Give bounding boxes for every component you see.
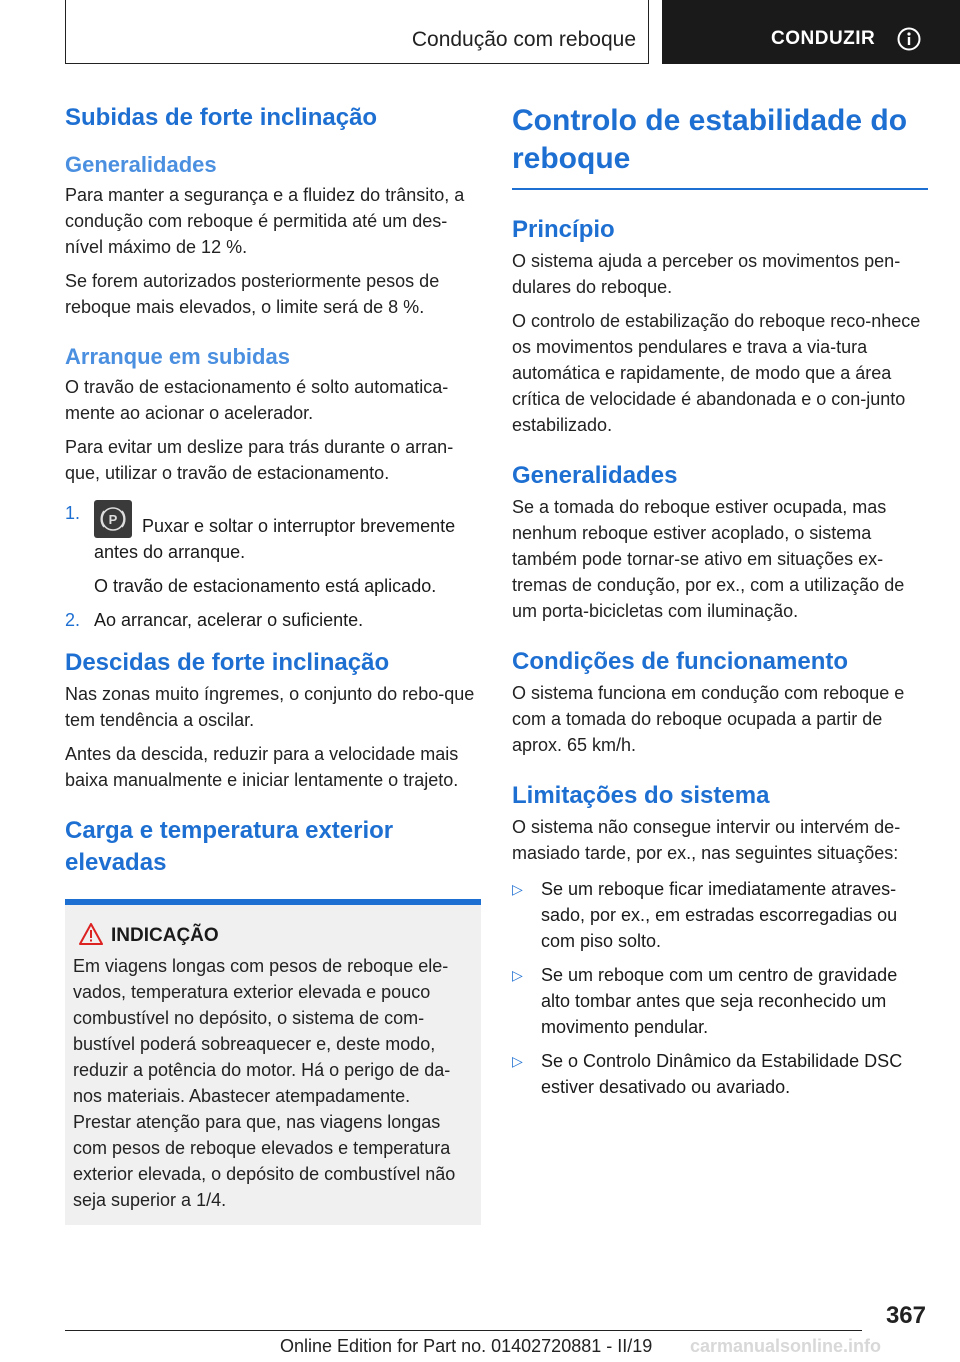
heading-arranque: Arranque em subidas <box>65 344 290 369</box>
svg-text:P: P <box>108 512 118 527</box>
list-item <box>512 962 928 1040</box>
header-chapter-tab[interactable] <box>662 0 960 64</box>
list-item <box>512 1048 928 1100</box>
paragraph-lim: O sistema não consegue intervir ou intervém de-masiado tarde, por ex., nas seguintes situações: <box>512 817 901 863</box>
notice-title <box>111 923 473 949</box>
heading-controlo: Controlo de estabilidade do reboque <box>512 104 908 175</box>
limitations-list <box>512 876 928 1100</box>
watermark: carmanualsonline.info <box>690 1336 882 1356</box>
triangle-bullet-icon: ▷ <box>512 881 523 897</box>
heading-condicoes: Condições de funcionamento <box>512 648 849 675</box>
triangle-bullet-icon: ▷ <box>512 1053 523 1069</box>
paragraph-gen-1: Para manter a segurança e a fluidez do trânsito, a condução com reboque é permitida até um des-nível máximo de 12 %. <box>65 185 465 257</box>
notice-text: Em viagens longas com pesos de reboque ele-vados, temperatura exterior elevada e pouco combustível no depósito, o sistema de com-bustível poderá sobreaquecer e, deste modo, reduzir a potência do motor. Há o perigo de da-nos materiais. Abastecer atempadamente. Prestar atenção para que, nas viagens longas com pesos de reboque elevados e temperatura exterior elevada, o depósito de combustível não seja superior a 1/4. <box>73 956 456 1210</box>
footer-rule <box>65 1330 862 1331</box>
paragraph-pri-2: O controlo de estabilização do reboque reco-nhece os movimentos pendulares e trava a via-tura automática e rapidamente, de modo que a área crítica de velocidade é abandonada e o con-junto estabilizado. <box>512 311 921 435</box>
paragraph-arr-2: Para evitar um deslize para trás durante o arran-que, utilizar o travão de estacionamento. <box>65 437 454 483</box>
footer-edition: Online Edition for Part no. 01402720881 - II/19 <box>280 1336 653 1356</box>
paragraph-pri-1: O sistema ajuda a perceber os movimentos pen-dulares do reboque. <box>512 251 901 297</box>
left-column <box>65 96 481 1225</box>
heading-rule <box>512 188 928 190</box>
heading-principio: Princípio <box>512 216 615 243</box>
heading-generalidades-left: Generalidades <box>65 152 217 177</box>
step-number: 1. <box>65 503 81 523</box>
heading-generalidades-right: Generalidades <box>512 462 678 489</box>
paragraph-desc-2: Antes da descida, reduzir para a velocidade mais baixa manualmente e iniciar lentamente o trajeto. <box>65 744 459 790</box>
bullet-text: Se um reboque ficar imediatamente atraves-sado, por ex., em estradas escorregadias ou com piso solto. <box>541 879 898 951</box>
heading-subidas: Subidas de forte inclinação <box>65 104 378 131</box>
page-number: 367 <box>885 1302 926 1329</box>
list-item <box>65 500 481 599</box>
steps-list <box>65 500 481 633</box>
paragraph-gen-right: Se a tomada do reboque estiver ocupada, mas nenhum reboque estiver acoplado, o sistema também pode tornar-se ativo em situações ex-tremas de condução, por ex., com a utilização de um porta-bicicletas com iluminação. <box>512 497 905 621</box>
header-mid-rule <box>648 0 649 64</box>
step-text: Ao arrancar, acelerar o suficiente. <box>94 610 364 630</box>
notice-title-text: INDICAÇÃO <box>111 925 219 946</box>
parking-brake-icon <box>94 500 132 538</box>
heading-limitacoes: Limitações do sistema <box>512 782 770 809</box>
step-number: 2. <box>65 610 81 630</box>
header-chapter-label: CONDUZIR <box>771 28 876 49</box>
heading-descidas: Descidas de forte inclinação <box>65 649 390 676</box>
paragraph-cond: O sistema funciona em condução com reboque e com a tomada do reboque ocupada a partir de aprox. 65 km/h. <box>512 683 905 755</box>
header-bottom-rule <box>65 63 649 64</box>
paragraph-gen-2: Se forem autorizados posteriormente pesos de reboque mais elevados, o limite será de 8 %. <box>65 271 440 317</box>
paragraph-desc-1: Nas zonas muito íngremes, o conjunto do rebo-que tem tendência a oscilar. <box>65 684 475 730</box>
header-section-title: Condução com reboque <box>411 28 636 51</box>
heading-carga: Carga e temperatura exterior elevadas <box>65 817 394 876</box>
notice-box <box>65 899 481 1225</box>
list-item <box>65 607 481 633</box>
bullet-text: Se um reboque com um centro de gravidade alto tombar antes que seja reconhecido um movimento pendular. <box>541 965 898 1037</box>
info-icon[interactable] <box>897 27 921 51</box>
list-item <box>512 876 928 954</box>
triangle-bullet-icon: ▷ <box>512 967 523 983</box>
warning-icon <box>79 923 103 945</box>
paragraph-arr-1: O travão de estacionamento é solto automatica-mente ao acionar o acelerador. <box>65 377 449 423</box>
step-subtext: O travão de estacionamento está aplicado. <box>94 576 437 596</box>
step-text: Puxar e soltar o interruptor brevemente antes do arranque. <box>94 516 456 562</box>
header-left-rule <box>65 0 66 64</box>
bullet-text: Se o Controlo Dinâmico da Estabilidade DSC estiver desativado ou avariado. <box>541 1051 903 1097</box>
right-column <box>512 96 928 1108</box>
